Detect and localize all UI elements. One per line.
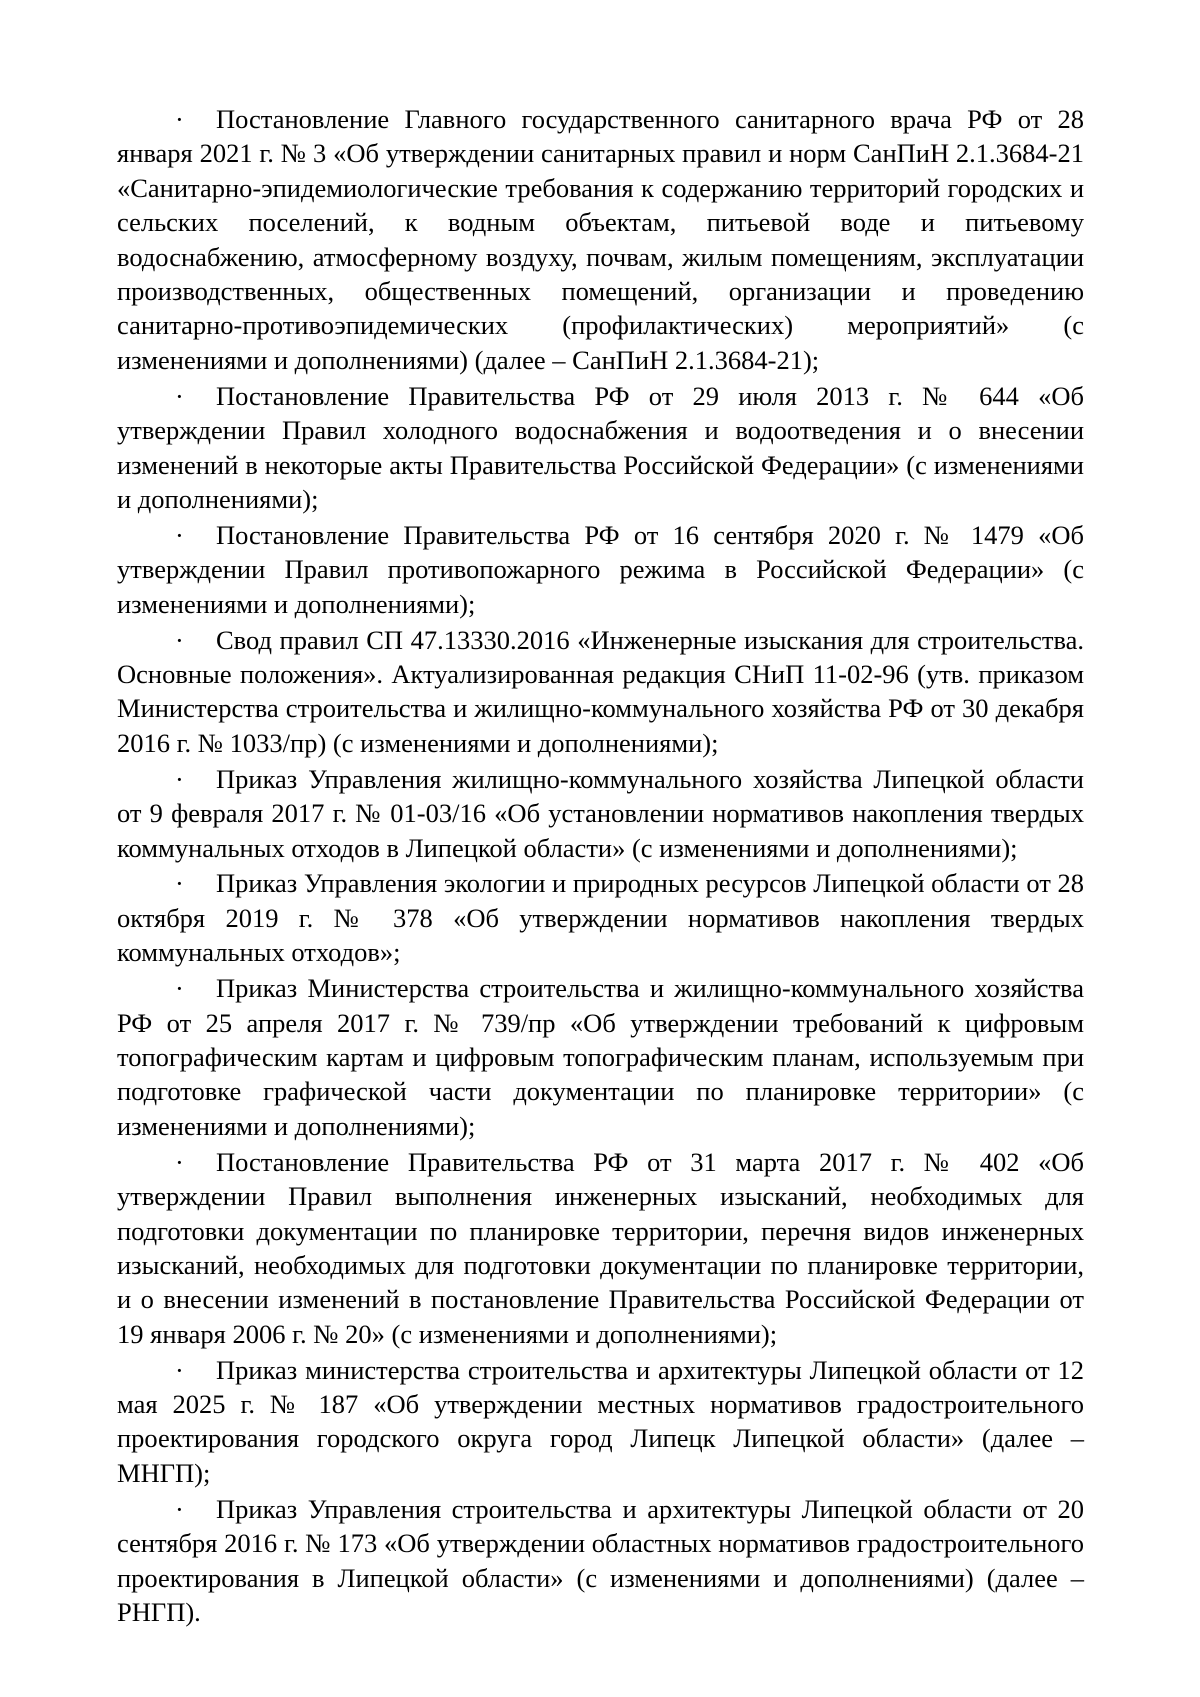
list-item-text: Приказ министерства строительства и архитектуры Липецкой области от 12 мая 2025 г. № 187 «Об утверждении местных нормативов градостроительного проектирования городского округа город Липецк Липецкой области» (далее – МНГП); bbox=[117, 1354, 1084, 1488]
list-item-text: Свод правил СП 47.13330.2016 «Инженерные изыскания для строительства. Основные положения». Актуализированная редакция СНиП 11-02-96 (утв. приказом Министерства строительства и жилищно-коммунального хозяйства РФ от 30 декабря 2016 г. № 1033/пр) (с изменениями и дополнениями); bbox=[117, 624, 1084, 758]
list-item-text: Приказ Управления экологии и природных ресурсов Липецкой области от 28 октября 2019 г. № 378 «Об утверждении нормативов накопления твердых коммунальных отходов»; bbox=[117, 868, 1084, 968]
bullet-icon: · bbox=[175, 104, 184, 134]
bullet-icon: · bbox=[175, 763, 184, 794]
bullet-icon: · bbox=[175, 380, 184, 411]
list-item-text: Приказ Управления жилищно-коммунального хозяйства Липецкой области от 9 февраля 2017 г. № 01-03/16 «Об установлении нормативов накопления твердых коммунальных отходов в Липецкой области» (с изменениями и дополнениями); bbox=[117, 763, 1084, 863]
list-item bbox=[117, 102, 1084, 377]
list-item-text: Приказ Управления строительства и архитектуры Липецкой области от 20 сентября 2016 г. № 173 «Об утверждении областных нормативов градостроительного проектирования в Липецкой области» (с изменениями и дополнениями) (далее – РНГП). bbox=[117, 1493, 1084, 1627]
list-item bbox=[117, 1353, 1084, 1491]
list-item bbox=[117, 762, 1084, 865]
list-item bbox=[117, 866, 1084, 969]
bullet-icon: · bbox=[175, 1493, 184, 1524]
bullet-icon: · bbox=[175, 624, 184, 655]
regulation-list bbox=[117, 102, 1084, 1631]
bullet-icon: · bbox=[175, 973, 184, 1004]
list-item-text: Приказ Министерства строительства и жилищно-коммунального хозяйства РФ от 25 апреля 2017 г. № 739/пр «Об утверждении требований к цифровым топографическим картам и цифровым топографическим планам, используемым при подготовке графической части документации по планировке территории» (с изменениями и дополнениями); bbox=[117, 973, 1084, 1141]
list-item bbox=[117, 518, 1084, 621]
list-item bbox=[117, 971, 1084, 1143]
bullet-icon: · bbox=[175, 519, 184, 550]
bullet-icon: · bbox=[175, 1354, 184, 1385]
list-item bbox=[117, 379, 1084, 517]
bullet-icon: · bbox=[175, 868, 184, 899]
list-item bbox=[117, 1492, 1084, 1630]
list-item bbox=[117, 623, 1084, 761]
list-item-text: Постановление Главного государственного санитарного врача РФ от 28 января 2021 г. № 3 «Об утверждении санитарных правил и норм СанПиН 2.1.3684-21 «Санитарно-эпидемиологические требования к содержанию территорий городских и сельских поселений, к водным объектам, питьевой воде и питьевому водоснабжению, атмосферному воздуху, почвам, жилым помещениям, эксплуатации производственных, общественных помещений, организации и проведению санитарно-противоэпидемических (профилактических) мероприятий» (с изменениями и дополнениями) (далее – СанПиН 2.1.3684-21); bbox=[117, 104, 1084, 375]
list-item bbox=[117, 1145, 1084, 1351]
list-item-text: Постановление Правительства РФ от 16 сентября 2020 г. № 1479 «Об утверждении Правил противопожарного режима в Российской Федерации» (с изменениями и дополнениями); bbox=[117, 519, 1084, 619]
list-item-text: Постановление Правительства РФ от 31 марта 2017 г. № 402 «Об утверждении Правил выполнения инженерных изысканий, необходимых для подготовки документации по планировке территории, перечня видов инженерных изысканий, необходимых для подготовки документации по планировке территории, и о внесении изменений в постановление Правительства Российской Федерации от 19 января 2006 г. № 20» (с изменениями и дополнениями); bbox=[117, 1146, 1084, 1349]
list-item-text: Постановление Правительства РФ от 29 июля 2013 г. № 644 «Об утверждении Правил холодного водоснабжения и водоотведения и о внесении изменений в некоторые акты Правительства Российской Федерации» (с изменениями и дополнениями); bbox=[117, 380, 1084, 514]
bullet-icon: · bbox=[175, 1146, 184, 1177]
